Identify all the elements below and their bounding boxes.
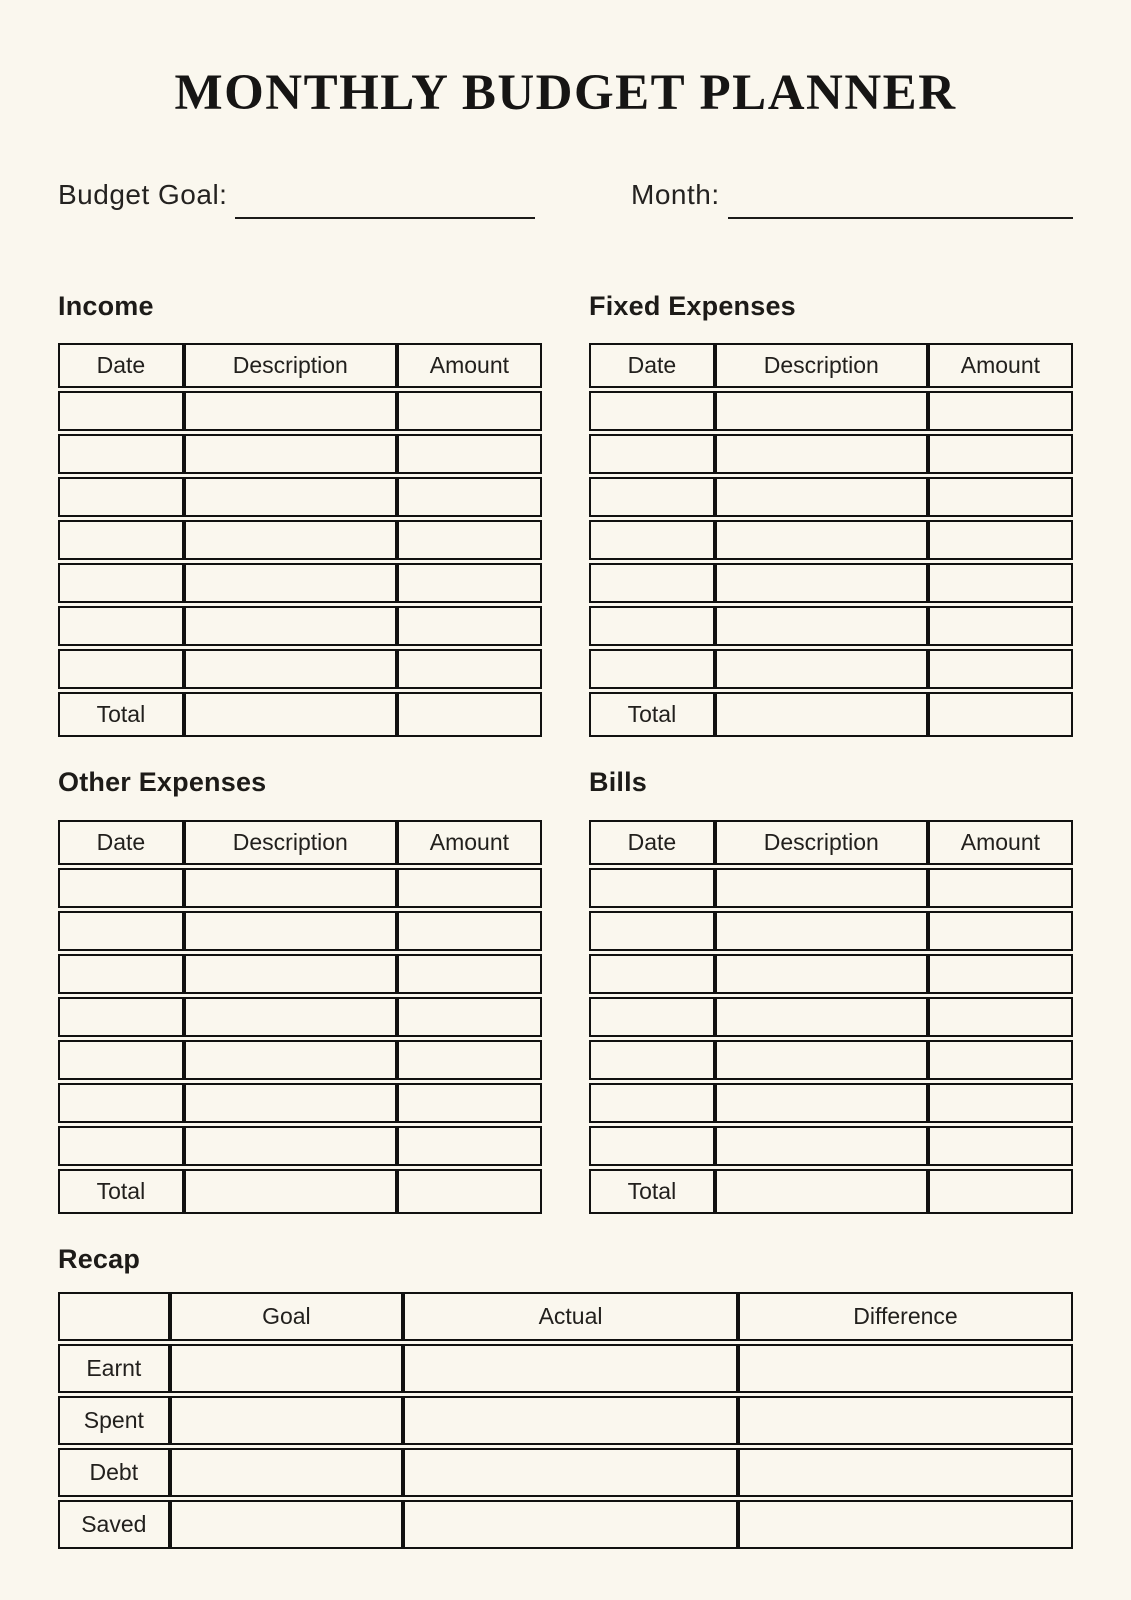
amount-cell[interactable] [928, 954, 1073, 994]
amount-cell[interactable] [928, 606, 1073, 646]
description-cell[interactable] [184, 1083, 397, 1123]
description-cell[interactable] [715, 868, 928, 908]
amount-cell[interactable] [397, 1040, 542, 1080]
amount-cell[interactable] [397, 649, 542, 689]
income-description-header: Description [184, 343, 397, 388]
amount-cell[interactable] [397, 868, 542, 908]
budget-goal-field [58, 178, 535, 212]
bills-total-row [589, 1169, 1073, 1214]
fixed-expenses-row [589, 520, 1073, 560]
bills-total-amount-cell[interactable] [928, 1169, 1073, 1214]
fixed-expenses-row [589, 391, 1073, 431]
amount-cell[interactable] [397, 1083, 542, 1123]
other-expenses-row [58, 954, 542, 994]
other-expenses-row [58, 911, 542, 951]
description-cell[interactable] [184, 1040, 397, 1080]
month-label: Month: [631, 179, 720, 211]
amount-cell[interactable] [928, 1083, 1073, 1123]
description-cell[interactable] [715, 997, 928, 1037]
description-cell[interactable] [715, 1040, 928, 1080]
fields-row [0, 178, 1131, 212]
amount-cell[interactable] [397, 606, 542, 646]
debt-actual-cell[interactable] [403, 1448, 738, 1497]
recap-goal-header: Goal [170, 1292, 403, 1341]
date-cell[interactable] [58, 1126, 184, 1166]
fixed-expenses-row [589, 606, 1073, 646]
description-cell[interactable] [715, 477, 928, 517]
fixed-expenses-table [589, 340, 1073, 740]
other-expenses-row [58, 1126, 542, 1166]
month-field [631, 178, 1073, 212]
other-expenses-total-description-cell[interactable] [184, 1169, 397, 1214]
recap-saved-label: Saved [58, 1500, 170, 1549]
date-cell[interactable] [58, 649, 184, 689]
date-cell[interactable] [589, 606, 715, 646]
section-other-expenses [58, 766, 542, 1216]
section-bills [589, 766, 1073, 1216]
recap-difference-header: Difference [738, 1292, 1073, 1341]
income-row [58, 477, 542, 517]
other-expenses-header-row [58, 820, 542, 865]
fixed-expenses-row [589, 477, 1073, 517]
fixed-expenses-total-amount-cell[interactable] [928, 692, 1073, 737]
fixed-expenses-description-header: Description [715, 343, 928, 388]
description-cell[interactable] [184, 391, 397, 431]
amount-cell[interactable] [397, 391, 542, 431]
earnt-goal-cell[interactable] [170, 1344, 403, 1393]
description-cell[interactable] [715, 563, 928, 603]
fixed-expenses-row [589, 434, 1073, 474]
other-expenses-total-label: Total [58, 1169, 184, 1214]
bills-title: Bills [589, 767, 648, 798]
recap-actual-header: Actual [403, 1292, 738, 1341]
date-cell[interactable] [58, 563, 184, 603]
amount-cell[interactable] [928, 520, 1073, 560]
other-expenses-row [58, 1083, 542, 1123]
saved-goal-cell[interactable] [170, 1500, 403, 1549]
recap-row-saved [58, 1500, 1073, 1549]
amount-cell[interactable] [928, 997, 1073, 1037]
section-fixed-expenses [589, 290, 1073, 740]
bills-date-header: Date [589, 820, 715, 865]
recap-row-debt [58, 1448, 1073, 1497]
date-cell[interactable] [58, 1083, 184, 1123]
fixed-expenses-row [589, 563, 1073, 603]
other-expenses-date-header: Date [58, 820, 184, 865]
description-cell[interactable] [184, 563, 397, 603]
recap-table [58, 1289, 1073, 1552]
amount-cell[interactable] [397, 911, 542, 951]
bills-row [589, 1040, 1073, 1080]
recap-title: Recap [58, 1243, 141, 1274]
other-expenses-description-header: Description [184, 820, 397, 865]
description-cell[interactable] [184, 997, 397, 1037]
spent-difference-cell[interactable] [738, 1396, 1073, 1445]
fixed-expenses-date-header: Date [589, 343, 715, 388]
bills-row [589, 954, 1073, 994]
income-date-header: Date [58, 343, 184, 388]
bills-amount-header: Amount [928, 820, 1073, 865]
income-row [58, 520, 542, 560]
amount-cell[interactable] [928, 911, 1073, 951]
fixed-expenses-total-row [589, 692, 1073, 737]
section-recap [0, 1243, 1131, 1552]
income-amount-header: Amount [397, 343, 542, 388]
amount-cell[interactable] [397, 997, 542, 1037]
amount-cell[interactable] [928, 563, 1073, 603]
date-cell[interactable] [58, 1040, 184, 1080]
fixed-expenses-total-description-cell[interactable] [715, 692, 928, 737]
other-expenses-total-row [58, 1169, 542, 1214]
income-row [58, 391, 542, 431]
bills-header-row [589, 820, 1073, 865]
saved-actual-cell[interactable] [403, 1500, 738, 1549]
date-cell[interactable] [589, 954, 715, 994]
amount-cell[interactable] [397, 520, 542, 560]
amount-cell[interactable] [928, 649, 1073, 689]
date-cell[interactable] [589, 1083, 715, 1123]
date-cell[interactable] [589, 1040, 715, 1080]
bills-row [589, 997, 1073, 1037]
income-row [58, 649, 542, 689]
fixed-expenses-header-row [589, 343, 1073, 388]
description-cell[interactable] [715, 1126, 928, 1166]
other-expenses-total-amount-cell[interactable] [397, 1169, 542, 1214]
description-cell[interactable] [715, 391, 928, 431]
date-cell[interactable] [58, 868, 184, 908]
amount-cell[interactable] [397, 1126, 542, 1166]
bills-description-header: Description [715, 820, 928, 865]
date-cell[interactable] [589, 911, 715, 951]
date-cell[interactable] [589, 434, 715, 474]
date-cell[interactable] [589, 563, 715, 603]
amount-cell[interactable] [928, 1126, 1073, 1166]
description-cell[interactable] [184, 911, 397, 951]
description-cell[interactable] [184, 954, 397, 994]
date-cell[interactable] [58, 997, 184, 1037]
amount-cell[interactable] [928, 434, 1073, 474]
date-cell[interactable] [589, 649, 715, 689]
income-row [58, 434, 542, 474]
spent-goal-cell[interactable] [170, 1396, 403, 1445]
description-cell[interactable] [184, 520, 397, 560]
date-cell[interactable] [58, 477, 184, 517]
recap-header-row [58, 1292, 1073, 1341]
amount-cell[interactable] [928, 477, 1073, 517]
description-cell[interactable] [715, 520, 928, 560]
fixed-expenses-total-label: Total [589, 692, 715, 737]
date-cell[interactable] [589, 391, 715, 431]
bills-row [589, 868, 1073, 908]
income-total-amount-cell[interactable] [397, 692, 542, 737]
description-cell[interactable] [715, 434, 928, 474]
description-cell[interactable] [715, 649, 928, 689]
income-table [58, 340, 542, 740]
description-cell[interactable] [184, 649, 397, 689]
income-total-description-cell[interactable] [184, 692, 397, 737]
other-expenses-row [58, 868, 542, 908]
recap-earnt-label: Earnt [58, 1344, 170, 1393]
date-cell[interactable] [58, 606, 184, 646]
description-cell[interactable] [715, 606, 928, 646]
description-cell[interactable] [715, 911, 928, 951]
date-cell[interactable] [58, 954, 184, 994]
recap-spent-label: Spent [58, 1396, 170, 1445]
fixed-expenses-row [589, 649, 1073, 689]
bills-table [589, 817, 1073, 1217]
recap-corner-cell [58, 1292, 170, 1341]
bills-row [589, 911, 1073, 951]
date-cell[interactable] [58, 434, 184, 474]
description-cell[interactable] [184, 434, 397, 474]
income-total-label: Total [58, 692, 184, 737]
date-cell[interactable] [58, 911, 184, 951]
bills-total-label: Total [589, 1169, 715, 1214]
bills-total-description-cell[interactable] [715, 1169, 928, 1214]
other-expenses-title: Other Expenses [58, 767, 267, 798]
fixed-expenses-title: Fixed Expenses [589, 290, 796, 321]
earnt-difference-cell[interactable] [738, 1344, 1073, 1393]
page-title: MONTHLY BUDGET PLANNER [174, 65, 957, 121]
saved-difference-cell[interactable] [738, 1500, 1073, 1549]
description-cell[interactable] [715, 1083, 928, 1123]
description-cell[interactable] [184, 1126, 397, 1166]
month-input-line[interactable] [728, 195, 1073, 219]
date-cell[interactable] [58, 520, 184, 560]
description-cell[interactable] [184, 868, 397, 908]
amount-cell[interactable] [397, 954, 542, 994]
earnt-actual-cell[interactable] [403, 1344, 738, 1393]
description-cell[interactable] [184, 606, 397, 646]
fixed-expenses-amount-header: Amount [928, 343, 1073, 388]
amount-cell[interactable] [397, 563, 542, 603]
description-cell[interactable] [184, 477, 397, 517]
amount-cell[interactable] [397, 477, 542, 517]
other-expenses-table [58, 817, 542, 1217]
date-cell[interactable] [589, 477, 715, 517]
spent-actual-cell[interactable] [403, 1396, 738, 1445]
income-total-row [58, 692, 542, 737]
bills-row [589, 1083, 1073, 1123]
income-row [58, 563, 542, 603]
date-cell[interactable] [589, 868, 715, 908]
recap-debt-label: Debt [58, 1448, 170, 1497]
date-cell[interactable] [589, 997, 715, 1037]
date-cell[interactable] [589, 1126, 715, 1166]
other-expenses-amount-header: Amount [397, 820, 542, 865]
debt-goal-cell[interactable] [170, 1448, 403, 1497]
date-cell[interactable] [589, 520, 715, 560]
recap-row-earnt [58, 1344, 1073, 1393]
amount-cell[interactable] [928, 1040, 1073, 1080]
recap-row-spent [58, 1396, 1073, 1445]
debt-difference-cell[interactable] [738, 1448, 1073, 1497]
amount-cell[interactable] [928, 868, 1073, 908]
description-cell[interactable] [715, 954, 928, 994]
tables-grid [0, 290, 1131, 1217]
bills-row [589, 1126, 1073, 1166]
amount-cell[interactable] [397, 434, 542, 474]
date-cell[interactable] [58, 391, 184, 431]
budget-goal-input-line[interactable] [235, 195, 535, 219]
amount-cell[interactable] [928, 391, 1073, 431]
income-title: Income [58, 290, 154, 321]
income-row [58, 606, 542, 646]
income-header-row [58, 343, 542, 388]
other-expenses-row [58, 1040, 542, 1080]
section-income [58, 290, 542, 740]
budget-goal-label: Budget Goal: [58, 179, 228, 211]
other-expenses-row [58, 997, 542, 1037]
